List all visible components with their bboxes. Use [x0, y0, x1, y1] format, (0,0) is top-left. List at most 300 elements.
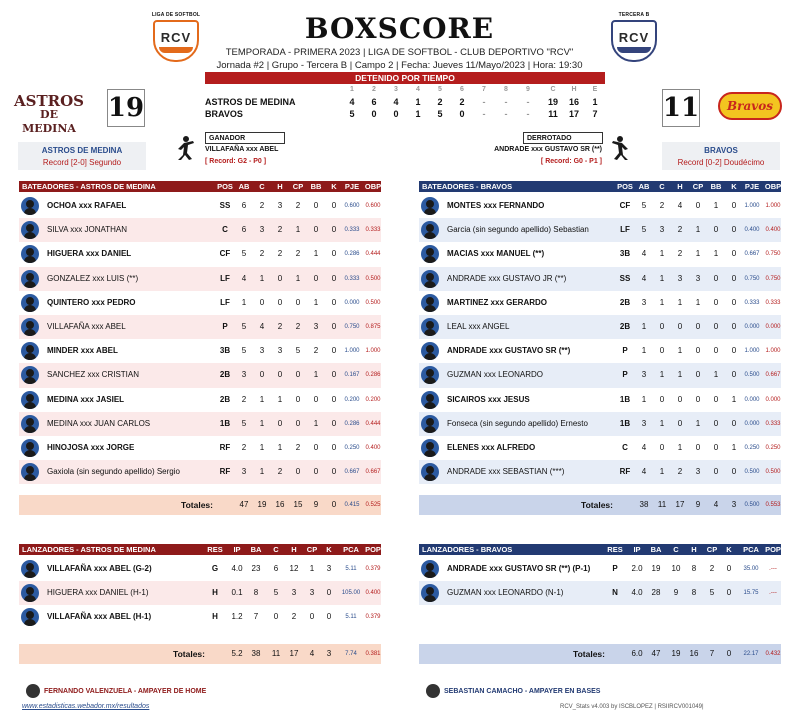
totals-row [419, 495, 781, 515]
stat-k: 0 [331, 467, 337, 477]
stat-ab: 5 [241, 418, 247, 428]
stat-c: 5 [273, 588, 279, 598]
column-header: BA [650, 545, 662, 554]
column-header: RES [207, 545, 223, 554]
stat-res: P [612, 564, 618, 573]
away-team-card [662, 142, 780, 170]
pitcher-row[interactable] [419, 557, 781, 581]
stat-h: 3 [277, 346, 283, 356]
stat-pos: CF [619, 201, 631, 210]
stat-ba: 28 [651, 588, 661, 598]
player-avatar-icon [21, 560, 39, 578]
linescore-header: 1 2 3 4 5 6 7 8 9 C H E [350, 86, 598, 93]
stat-k: 1 [731, 394, 737, 404]
stat-pje: 0.250 [744, 445, 760, 451]
stat-k: 0 [331, 297, 337, 307]
batting-table-away [419, 181, 781, 521]
away-team-logo [718, 92, 782, 120]
stat-obp: 1.000 [765, 348, 781, 355]
stat-bb: 1 [713, 249, 719, 259]
stat-obp: 0.875 [365, 324, 381, 330]
column-header: K [331, 182, 337, 191]
batter-row[interactable] [419, 291, 781, 315]
stat-h: 2 [677, 467, 683, 477]
player-avatar-icon [421, 270, 439, 288]
batter-row[interactable] [419, 242, 781, 266]
pitcher-silhouette-icon [610, 135, 634, 161]
stat-ip: 2.0 [631, 564, 643, 573]
player-name: MINDER xxx ABEL [47, 346, 118, 356]
stat-h: 0 [677, 418, 683, 428]
player-avatar-icon [21, 584, 39, 602]
stat-obp: 0.750 [765, 275, 781, 282]
losing-pitcher: ANDRADE xxx GUSTAVO SR (**) [494, 146, 602, 153]
results-link[interactable]: www.estadisticas.webador.mx/resultados [22, 703, 150, 710]
total-pop: 0.432 [765, 651, 781, 657]
column-header: K [726, 545, 732, 554]
stat-pje: 0.000 [744, 324, 760, 330]
total-h: 17 [675, 500, 685, 510]
stat-ab: 1 [641, 322, 647, 331]
batter-row[interactable] [419, 315, 781, 339]
stat-cp: 1 [295, 273, 301, 283]
player-avatar-icon [21, 221, 39, 239]
stat-cp: 0 [695, 394, 701, 404]
stat-ba: 19 [651, 564, 661, 573]
stat-c: 3 [659, 225, 665, 235]
player-avatar-icon [21, 463, 39, 481]
stat-res: N [612, 588, 618, 598]
batter-row[interactable] [19, 291, 381, 315]
batter-row[interactable] [419, 218, 781, 242]
home-team-record: Record [2-0] Segundo [42, 158, 122, 167]
column-header: AB [238, 182, 250, 191]
totals-row [19, 644, 381, 664]
batter-row[interactable] [419, 339, 781, 363]
stat-obp: 0.500 [365, 299, 381, 306]
stat-ab: 3 [241, 370, 247, 380]
total-ab: 47 [239, 500, 249, 510]
total-pop: 0.381 [365, 651, 381, 657]
total-h: 17 [289, 649, 299, 658]
stat-cp: 0 [695, 346, 701, 356]
stat-c: 1 [659, 370, 665, 380]
stat-pje: 0.667 [344, 469, 360, 476]
stat-cp: 5 [709, 588, 715, 598]
stat-c: 0 [259, 297, 265, 307]
stat-ab: 1 [641, 346, 647, 356]
stat-pos: RF [219, 443, 231, 452]
column-header: CP [306, 545, 318, 554]
stat-k: 0 [331, 346, 337, 356]
total-pje: 0.500 [744, 502, 760, 509]
player-name: GONZALEZ xxx LUIS (**) [47, 273, 139, 283]
stat-cp: 2 [709, 564, 715, 573]
stat-ab: 1 [241, 297, 247, 307]
away-team-record: Record [0-2] Doudécimo [677, 158, 765, 167]
stat-c: 3 [259, 225, 265, 235]
batter-row[interactable] [419, 412, 781, 436]
total-bb: 4 [713, 500, 719, 510]
stat-ab: 5 [241, 249, 247, 259]
stat-pop: 0.400 [365, 590, 381, 597]
stat-obp: 0.333 [365, 227, 381, 234]
player-name: ANDRADE xxx GUSTAVO JR (**) [447, 273, 567, 283]
stat-c: 9 [673, 588, 679, 598]
stat-pje: 0.333 [344, 227, 360, 234]
column-header: POS [617, 182, 633, 191]
stat-pje: 0.000 [744, 420, 760, 427]
losing-pitcher-record: [ Record: G0 - P1 ] [540, 158, 602, 165]
column-header: CP [706, 545, 718, 554]
player-name: HIGUERA xxx DANIEL [47, 249, 132, 259]
linescore-row-home: ASTROS DE MEDINA 4 6 4 1 2 2 - - - 19 16 1 [205, 97, 598, 107]
pitcher-row[interactable] [19, 557, 381, 581]
stat-ab: 3 [241, 467, 247, 477]
stat-pos: LF [620, 225, 630, 235]
player-name: SILVA xxx JONATHAN [47, 225, 128, 235]
stat-ab: 4 [241, 273, 247, 283]
stat-k: 0 [731, 370, 737, 380]
totals-label: Totales: [581, 500, 613, 511]
league-logo-caption: LIGA DE SOFTBOL [151, 12, 201, 18]
batter-row[interactable] [19, 339, 381, 363]
batter-row[interactable] [19, 363, 381, 387]
pitcher-row[interactable] [419, 581, 781, 605]
stat-h: 0 [677, 322, 683, 331]
stat-pje: 1.000 [744, 348, 760, 355]
stat-ab: 4 [641, 249, 647, 259]
stat-pos: P [622, 346, 628, 356]
player-name: LEAL xxx ANGEL [447, 322, 510, 331]
pitcher-row[interactable] [19, 605, 381, 629]
stat-obp: 0.000 [765, 396, 781, 403]
totals-label: Totales: [181, 500, 213, 511]
column-header: IP [633, 545, 641, 554]
stat-k: 0 [331, 418, 337, 428]
stat-ab: 6 [241, 225, 247, 235]
away-team-name: BRAVOS [704, 146, 738, 155]
player-avatar-icon [421, 197, 439, 215]
stat-cp: 2 [295, 443, 301, 452]
stat-h: 0 [277, 273, 283, 283]
total-pca: 7.74 [345, 651, 357, 657]
stat-obp: 0.500 [365, 275, 381, 282]
stat-h: 4 [677, 201, 683, 210]
stat-k: 3 [326, 564, 332, 573]
stat-h: 3 [291, 588, 297, 598]
stat-k: 0 [731, 297, 737, 307]
stat-obp: 0.333 [765, 299, 781, 306]
player-avatar-icon [421, 366, 439, 384]
player-avatar-icon [421, 439, 439, 457]
batter-row[interactable] [19, 315, 381, 339]
player-avatar-icon [421, 391, 439, 409]
stat-ba: 7 [253, 612, 259, 622]
column-header: C [259, 182, 265, 191]
player-name: SANCHEZ xxx CRISTIAN [47, 370, 140, 380]
total-pje: 0.415 [344, 502, 360, 509]
stat-c: 2 [259, 201, 265, 210]
player-name: MEDINA xxx JASIEL [47, 394, 125, 404]
stat-h: 3 [677, 273, 683, 283]
stat-h: 3 [277, 201, 283, 210]
stat-pos: CF [219, 249, 231, 259]
player-avatar-icon [21, 294, 39, 312]
stat-pop: 0.379 [365, 566, 381, 572]
stat-cp: 0 [695, 322, 701, 331]
batter-row[interactable] [19, 412, 381, 436]
stat-pje: 1.000 [744, 203, 760, 209]
player-name: VILLAFAÑA xxx ABEL (H-1) [47, 612, 152, 622]
player-avatar-icon [421, 221, 439, 239]
division-logo-caption: TERCERA B [618, 12, 650, 18]
stat-k: 0 [326, 612, 332, 622]
stat-c: 0 [273, 612, 279, 622]
stat-pca: 5.11 [345, 614, 357, 621]
stat-pos: P [222, 322, 228, 331]
batter-row[interactable] [19, 242, 381, 266]
stat-pos: 2B [619, 297, 631, 307]
stat-obp: 0.444 [365, 251, 381, 258]
player-name: Fonseca (sin segundo apellido) Ernesto [447, 418, 588, 428]
stat-cp: 3 [695, 467, 701, 477]
batter-row[interactable] [419, 363, 781, 387]
stat-bb: 2 [313, 346, 319, 356]
stat-obp: 0.333 [765, 420, 781, 427]
total-bb: 9 [313, 500, 319, 510]
stat-h: 0 [277, 297, 283, 307]
home-team-card [18, 142, 146, 170]
column-header: C [659, 182, 665, 191]
stat-h: 0 [677, 394, 683, 404]
stat-pos: C [622, 443, 628, 452]
player-name: ANDRADE xxx SEBASTIAN (***) [447, 467, 565, 477]
stat-pos: 3B [219, 346, 231, 356]
player-avatar-icon [21, 318, 39, 336]
winner-tag: GANADOR [205, 132, 285, 144]
stat-c: 0 [659, 443, 665, 452]
stat-pos: 2B [219, 394, 231, 404]
stat-h: 2 [277, 322, 283, 331]
stat-bb: 1 [313, 370, 319, 380]
batter-row[interactable] [419, 460, 781, 484]
stat-bb: 1 [313, 249, 319, 259]
stat-c: 1 [259, 418, 265, 428]
total-cp: 7 [709, 649, 715, 658]
stat-res: H [212, 588, 218, 598]
stat-obp: 0.444 [365, 420, 381, 427]
stat-c: 3 [259, 346, 265, 356]
away-logo-text: Bravos [727, 99, 773, 113]
stat-h: 0 [277, 370, 283, 380]
winning-pitcher: VILLAFAÑA xxx ABEL [205, 146, 279, 153]
stat-cp: 0 [309, 612, 315, 622]
total-c: 11 [271, 649, 281, 658]
stat-pos: LF [220, 273, 230, 283]
stat-cp: 0 [295, 297, 301, 307]
column-header: K [731, 182, 737, 191]
stat-bb: 0 [313, 394, 319, 404]
batter-row[interactable] [419, 194, 781, 218]
column-header: CP [692, 182, 704, 191]
player-name: HINOJOSA xxx JORGE [47, 443, 135, 452]
umpire-icon [26, 684, 40, 698]
stat-bb: 1 [313, 297, 319, 307]
total-ba: 38 [251, 649, 261, 658]
stat-bb: 0 [713, 322, 719, 331]
stat-h: 2 [277, 467, 283, 477]
base-umpire-name: SEBASTIAN CAMACHO - AMPAYER EN BASES [444, 687, 601, 695]
batter-row[interactable] [19, 436, 381, 460]
home-logo-line1: ASTROS [14, 92, 84, 110]
stat-ab: 3 [641, 418, 647, 428]
player-name: HIGUERA xxx DANIEL (H-1) [47, 588, 149, 598]
table-title: LANZADORES - BRAVOS [422, 545, 513, 554]
stat-bb: 0 [713, 225, 719, 235]
stat-h: 1 [677, 297, 683, 307]
stat-c: 10 [671, 564, 681, 573]
stat-cp: 1 [695, 418, 701, 428]
column-header: OBP [764, 182, 782, 191]
stat-cp: 1 [295, 225, 301, 235]
player-avatar-icon [421, 318, 439, 336]
stat-ab: 5 [641, 201, 647, 210]
stat-c: 1 [659, 249, 665, 259]
stat-obp: 0.400 [365, 445, 381, 451]
player-avatar-icon [21, 608, 39, 626]
stat-obp: 0.000 [765, 324, 781, 330]
stat-res: H [212, 612, 218, 622]
stat-c: 0 [659, 394, 665, 404]
stat-ab: 2 [241, 394, 247, 404]
stat-pca: 15.75 [743, 590, 759, 597]
stat-pje: 0.333 [744, 299, 760, 306]
batting-table-home [19, 181, 381, 521]
linescore [205, 86, 605, 126]
table-header [419, 181, 781, 192]
player-name: VILLAFAÑA xxx ABEL [47, 322, 126, 331]
stat-k: 0 [331, 394, 337, 404]
stat-cp: 2 [295, 201, 301, 210]
stat-ip: 1.2 [231, 612, 243, 622]
column-header: H [691, 545, 697, 554]
player-avatar-icon [21, 270, 39, 288]
stat-cp: 1 [695, 297, 701, 307]
away-score: 11 [662, 89, 700, 127]
total-pca: 22.17 [743, 651, 759, 657]
stat-c: 2 [659, 201, 665, 210]
total-cp: 4 [309, 649, 315, 658]
stat-cp: 0 [695, 443, 701, 452]
batter-row[interactable] [419, 388, 781, 412]
total-ip: 6.0 [631, 649, 643, 658]
total-obp: 0.525 [365, 502, 381, 509]
pitcher-row[interactable] [19, 581, 381, 605]
stat-ab: 3 [641, 370, 647, 380]
stat-ab: 2 [241, 443, 247, 452]
stat-cp: 1 [695, 225, 701, 235]
umpire-icon [426, 684, 440, 698]
home-logo-line2: DE MEDINA [22, 108, 76, 135]
column-header: POP [765, 545, 781, 554]
stat-ab: 1 [641, 394, 647, 404]
home-team-logo [14, 94, 84, 136]
batter-row[interactable] [19, 267, 381, 291]
batter-row[interactable] [19, 194, 381, 218]
stat-bb: 0 [313, 201, 319, 210]
stat-k: 0 [331, 249, 337, 259]
pitcher-silhouette-icon [172, 135, 196, 161]
stat-c: 1 [659, 418, 665, 428]
player-avatar-icon [421, 342, 439, 360]
stat-obp: 0.200 [365, 396, 381, 403]
stat-h: 1 [277, 394, 283, 404]
home-team-name: ASTROS DE MEDINA [41, 146, 123, 155]
player-avatar-icon [21, 197, 39, 215]
stat-bb: 1 [713, 370, 719, 380]
table-title: LANZADORES - ASTROS DE MEDINA [22, 545, 156, 554]
stat-pos: 3B [619, 249, 631, 259]
stat-pos: 2B [619, 322, 631, 331]
stat-pca: 5.11 [345, 566, 357, 572]
batter-row[interactable] [19, 460, 381, 484]
player-name: VILLAFAÑA xxx ABEL (G-2) [47, 564, 152, 573]
stat-k: 0 [331, 225, 337, 235]
stat-pje: 0.600 [344, 203, 360, 209]
player-avatar-icon [21, 342, 39, 360]
stat-obp: 0.600 [365, 203, 381, 209]
batter-row[interactable] [19, 388, 381, 412]
stat-cp: 0 [295, 370, 301, 380]
column-header: PCA [343, 545, 359, 554]
column-header: RES [607, 545, 623, 554]
stat-cp: 1 [695, 249, 701, 259]
total-cp: 9 [695, 500, 701, 510]
stat-bb: 0 [713, 418, 719, 428]
total-c: 19 [257, 500, 267, 510]
player-avatar-icon [21, 366, 39, 384]
totals-row [419, 644, 781, 664]
stat-pca: 105.00 [341, 590, 361, 597]
stat-ab: 5 [241, 322, 247, 331]
total-k: 0 [726, 649, 732, 658]
stat-h: 2 [677, 225, 683, 235]
stat-k: 0 [731, 346, 737, 356]
total-ba: 47 [651, 649, 661, 658]
stat-cp: 0 [695, 370, 701, 380]
column-header: PJE [344, 182, 360, 191]
stat-cp: 0 [295, 418, 301, 428]
player-avatar-icon [421, 463, 439, 481]
column-header: C [673, 545, 679, 554]
column-header: BB [710, 182, 722, 191]
stat-cp: 0 [295, 467, 301, 477]
stat-ab: 4 [641, 273, 647, 283]
stat-ip: 4.0 [631, 588, 643, 598]
batter-row[interactable] [19, 218, 381, 242]
player-name: Gaxiola (sin segundo apellido) Sergio [47, 467, 180, 477]
batter-row[interactable] [419, 436, 781, 460]
stat-h: 8 [691, 564, 697, 573]
player-name: MEDINA xxx JUAN CARLOS [47, 418, 151, 428]
batter-row[interactable] [419, 267, 781, 291]
stat-obp: 0.286 [365, 372, 381, 379]
player-avatar-icon [421, 245, 439, 263]
player-name: MARTINEZ xxx GERARDO [447, 297, 548, 307]
stat-cp: 0 [295, 394, 301, 404]
stat-c: 6 [273, 564, 279, 573]
